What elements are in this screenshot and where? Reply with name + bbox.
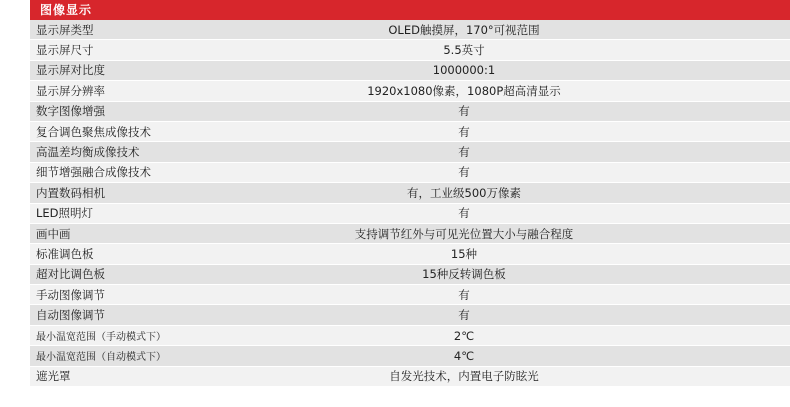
spec-value: 支持调节红外与可见光位置大小与融合程度 [168, 223, 790, 243]
spec-value: OLED触摸屏，170°可视范围 [168, 20, 790, 40]
spec-label: 自动图像调节 [30, 305, 168, 325]
spec-value: 有 [168, 203, 790, 223]
table-row [30, 162, 790, 182]
table-row [30, 40, 790, 60]
spec-value: 2℃ [168, 325, 790, 345]
spec-label: 复合调色聚焦成像技术 [30, 121, 168, 141]
spec-value: 4℃ [168, 346, 790, 366]
spec-label: 画中画 [30, 223, 168, 243]
table-row [30, 203, 790, 223]
spec-label: 细节增强融合成像技术 [30, 162, 168, 182]
table-row [30, 305, 790, 325]
table-row [30, 223, 790, 243]
spec-value: 有，工业级500万像素 [168, 183, 790, 203]
table-row [30, 244, 790, 264]
table-row [30, 285, 790, 305]
spec-value: 有 [168, 121, 790, 141]
table-row [30, 60, 790, 80]
table-row [30, 325, 790, 345]
spec-table-body [30, 20, 790, 387]
table-row [30, 346, 790, 366]
spec-label: 标准调色板 [30, 244, 168, 264]
table-row [30, 101, 790, 121]
spec-label: 高温差均衡成像技术 [30, 142, 168, 162]
table-row [30, 20, 790, 40]
spec-value: 1000000:1 [168, 60, 790, 80]
spec-label: 超对比调色板 [30, 264, 168, 284]
section-header [30, 0, 790, 20]
spec-label: 最小温宽范围（手动模式下） [30, 325, 168, 345]
spec-label: 显示屏尺寸 [30, 40, 168, 60]
spec-value: 15种 [168, 244, 790, 264]
spec-label: 显示屏分辨率 [30, 81, 168, 101]
spec-label: LED照明灯 [30, 203, 168, 223]
spec-value: 有 [168, 305, 790, 325]
spec-sheet [30, 0, 790, 387]
spec-value: 有 [168, 101, 790, 121]
spec-label: 显示屏对比度 [30, 60, 168, 80]
table-row [30, 81, 790, 101]
spec-value: 1920x1080像素，1080P超高清显示 [168, 81, 790, 101]
table-row [30, 264, 790, 284]
spec-value: 自发光技术，内置电子防眩光 [168, 366, 790, 386]
spec-table [30, 20, 790, 387]
table-row [30, 121, 790, 141]
spec-label: 显示屏类型 [30, 20, 168, 40]
table-row [30, 366, 790, 386]
spec-value: 有 [168, 142, 790, 162]
spec-label: 内置数码相机 [30, 183, 168, 203]
spec-label: 数字图像增强 [30, 101, 168, 121]
spec-label: 最小温宽范围（自动模式下） [30, 346, 168, 366]
spec-value: 15种反转调色板 [168, 264, 790, 284]
section-title: 图像显示 [40, 3, 93, 17]
table-row [30, 142, 790, 162]
spec-value: 5.5英寸 [168, 40, 790, 60]
spec-value: 有 [168, 285, 790, 305]
spec-label: 遮光罩 [30, 366, 168, 386]
table-row [30, 183, 790, 203]
spec-label: 手动图像调节 [30, 285, 168, 305]
spec-value: 有 [168, 162, 790, 182]
